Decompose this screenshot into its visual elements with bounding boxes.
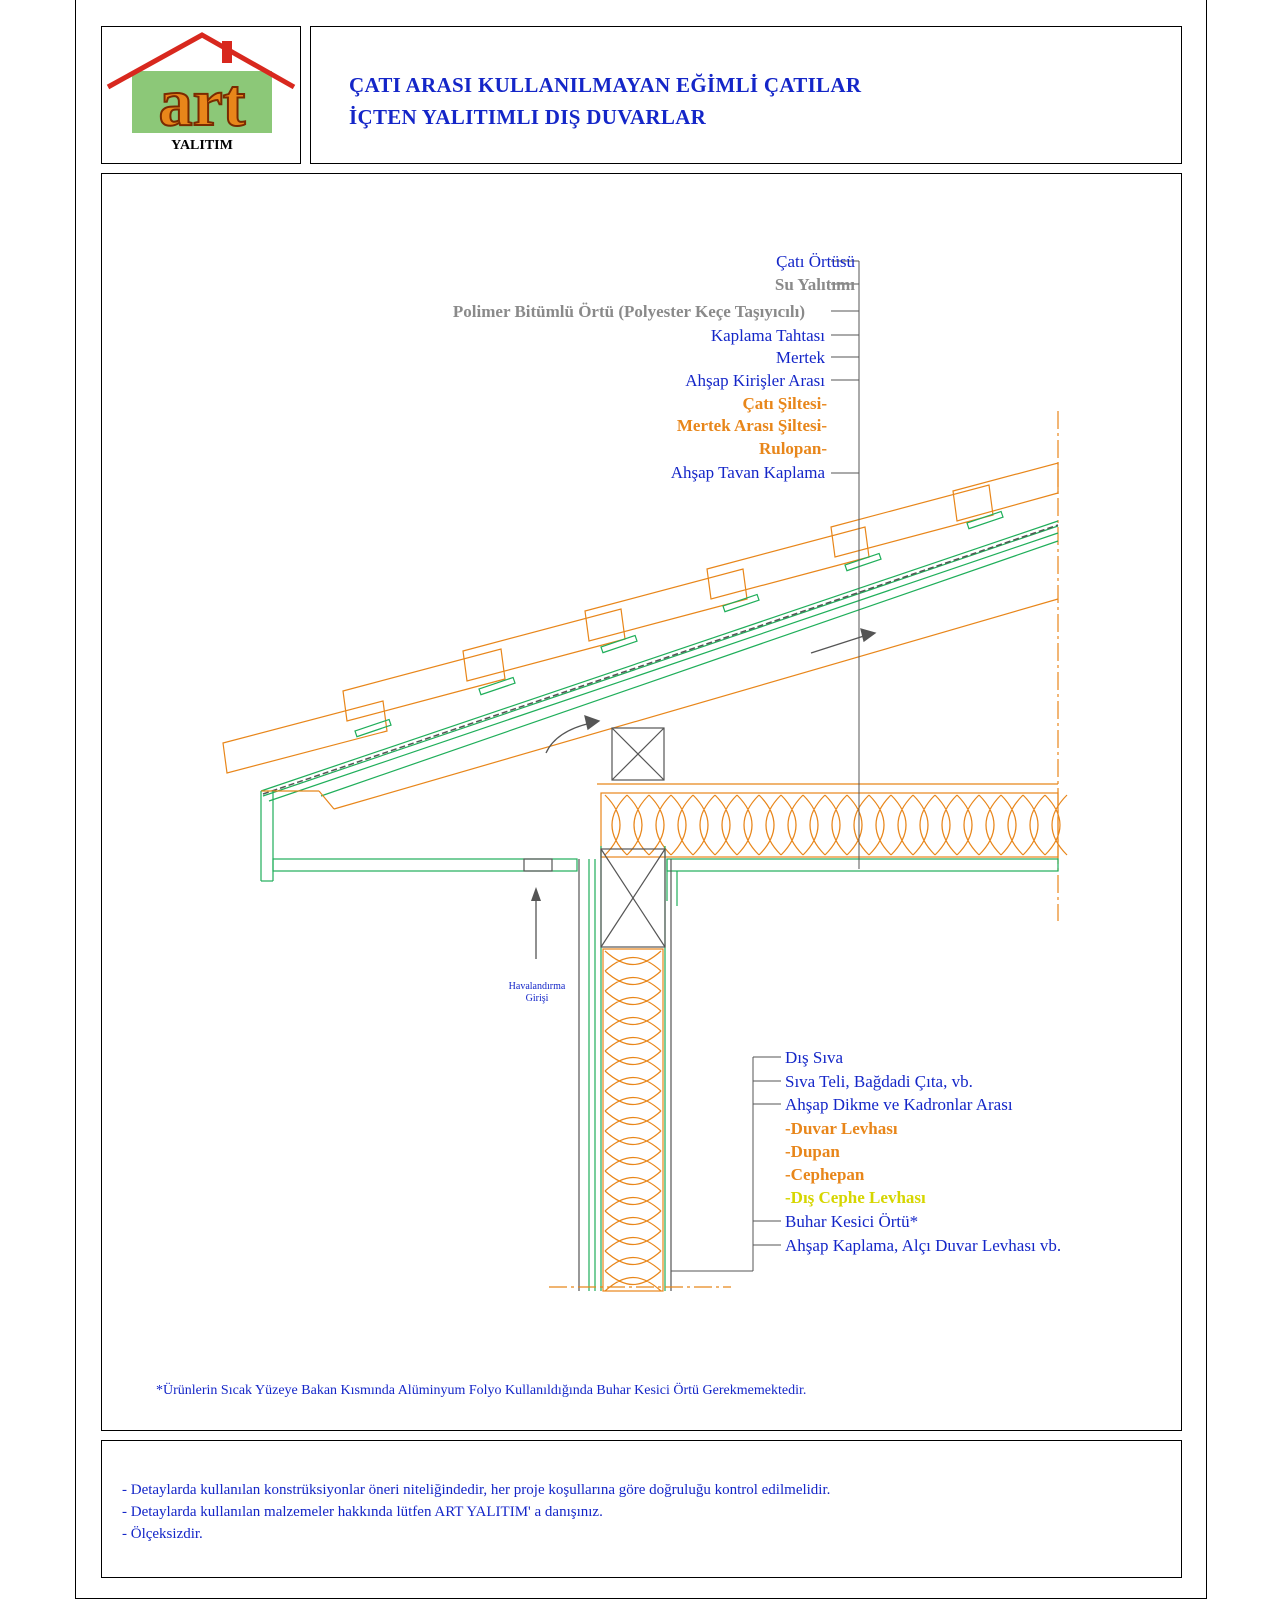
note-item: - Ölçeksizdir.: [122, 1526, 203, 1542]
roof-labels: [453, 252, 856, 482]
airflow-arrows: [546, 629, 875, 753]
notes-block: [101, 1440, 1182, 1578]
wall-label: -Duvar Levhası: [785, 1119, 898, 1138]
wall-label: Sıva Teli, Bağdadi Çıta, vb.: [785, 1072, 973, 1091]
logo-sub-text: YALITIM: [171, 138, 233, 153]
wall-label: -Cephepan: [785, 1165, 865, 1184]
drawing-frame: [101, 173, 1182, 1431]
note-item: - Detaylarda kullanılan konstrüksiyonlar öneri niteliğindedir, her proje koşullarına göre doğruluğu kontrol edilmelidir.: [122, 1482, 831, 1498]
roof-label: Rulopan-: [758, 439, 827, 458]
notes-list: [122, 1479, 830, 1545]
rafter: [261, 599, 1058, 809]
roof-decking-layers: [261, 511, 1058, 801]
roof-label: Kaplama Tahtası: [710, 326, 825, 345]
logo-frame: [101, 26, 301, 164]
wall-label: Buhar Kesici Örtü*: [785, 1212, 919, 1231]
roof-tiles: [223, 463, 1058, 773]
wall-plate-block: [612, 728, 664, 780]
logo-chimney: [222, 41, 232, 63]
roof-label: Çatı Örtüsü: [776, 252, 855, 271]
wall-label-leaders: [671, 1057, 781, 1271]
roof-label: Ahşap Kirişler Arası: [685, 371, 825, 390]
wall-label: -Dupan: [785, 1142, 840, 1161]
bitumen-membrane: [263, 525, 1058, 794]
ventilation-label-line-1: Havalandırma: [508, 981, 566, 992]
logo-brand-text: art: [158, 64, 246, 140]
wall-label: Dış Sıva: [785, 1048, 844, 1067]
ventilation-label-line-2: Girişi: [525, 993, 549, 1004]
roof-label: Mertek: [775, 348, 825, 367]
wall-insulation: [603, 949, 663, 1291]
roof-label: Su Yalıtımı: [774, 275, 855, 294]
roof-label: Polimer Bitümlü Örtü (Polyester Keçe Taşıyıcılı): [452, 302, 805, 321]
wall-label: Ahşap Dikme ve Kadronlar Arası: [785, 1095, 1013, 1114]
roof-label: Mertek Arası Şiltesi-: [676, 416, 827, 435]
note-item: - Detaylarda kullanılan malzemeler hakkında lütfen ART YALITIM' a danışınız.: [122, 1504, 603, 1520]
roof-wall-detail-drawing: [102, 174, 1181, 1430]
company-logo: [102, 27, 300, 163]
wall-label: -Dış Cephe Levhası: [785, 1188, 926, 1207]
ventilation-inlet-arrowhead: [531, 887, 541, 901]
roof-label: Çatı Şiltesi-: [742, 394, 827, 413]
title-line-2: İÇTEN YALITIMLI DIŞ DUVARLAR: [349, 105, 707, 129]
footnote: *Ürünlerin Sıcak Yüzeye Bakan Kısmında Alüminyum Folyo Kullanıldığında Buhar Kesici Örtü Gerekmemektedir.: [156, 1383, 807, 1398]
wall-label: Ahşap Kaplama, Alçı Duvar Levhası vb.: [785, 1236, 1062, 1255]
ceiling-insulation: [601, 793, 1067, 857]
roof-label: Ahşap Tavan Kaplama: [670, 463, 825, 482]
wall-labels: [785, 1048, 1061, 1255]
title-line-1: ÇATI ARASI KULLANILMAYAN EĞİMLİ ÇATILAR: [349, 73, 862, 97]
title-block: [310, 26, 1182, 164]
